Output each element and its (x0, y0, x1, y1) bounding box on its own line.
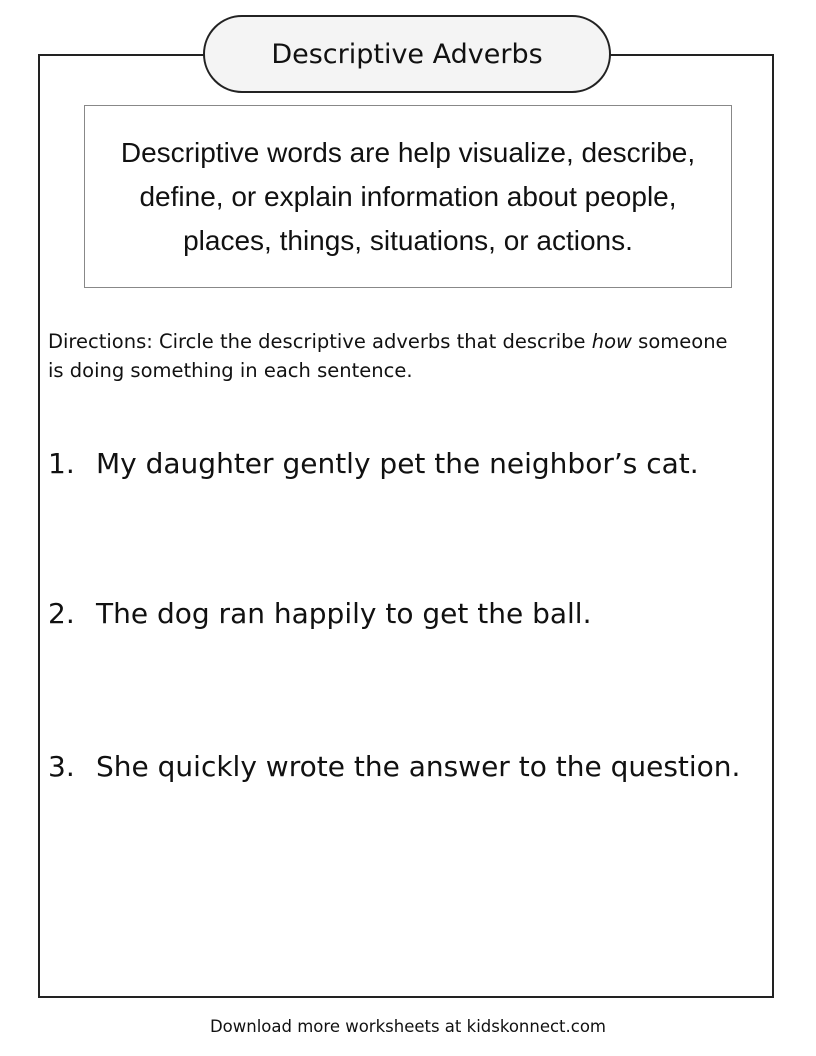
worksheet-title (203, 15, 611, 93)
question-1 (48, 447, 699, 480)
directions-prefix: Directions: Circle the descriptive adverbs that describe (48, 330, 592, 353)
question-text[interactable]: My daughter gently pet the neighbor’s cat. (96, 447, 699, 480)
directions-suffix: someone is doing something in each sentence. (48, 330, 728, 382)
footer-text: Download more worksheets at kidskonnect.com (209, 1017, 607, 1036)
question-3 (48, 750, 740, 783)
question-text[interactable]: The dog ran happily to get the ball. (96, 597, 592, 630)
definition-box (84, 105, 732, 288)
directions (48, 327, 748, 385)
question-number: 2. (48, 597, 75, 630)
question-text[interactable]: She quickly wrote the answer to the question. (96, 750, 741, 783)
directions-emphasis: how (591, 330, 632, 353)
question-number: 3. (48, 750, 75, 783)
question-number: 1. (48, 447, 75, 480)
footer (0, 1017, 816, 1036)
worksheet-title-text: Descriptive Adverbs (271, 38, 543, 70)
question-2 (48, 597, 591, 630)
definition-text: Descriptive words are help visualize, describe, define, or explain information about people, places, things, situations, or actions. (120, 136, 696, 256)
